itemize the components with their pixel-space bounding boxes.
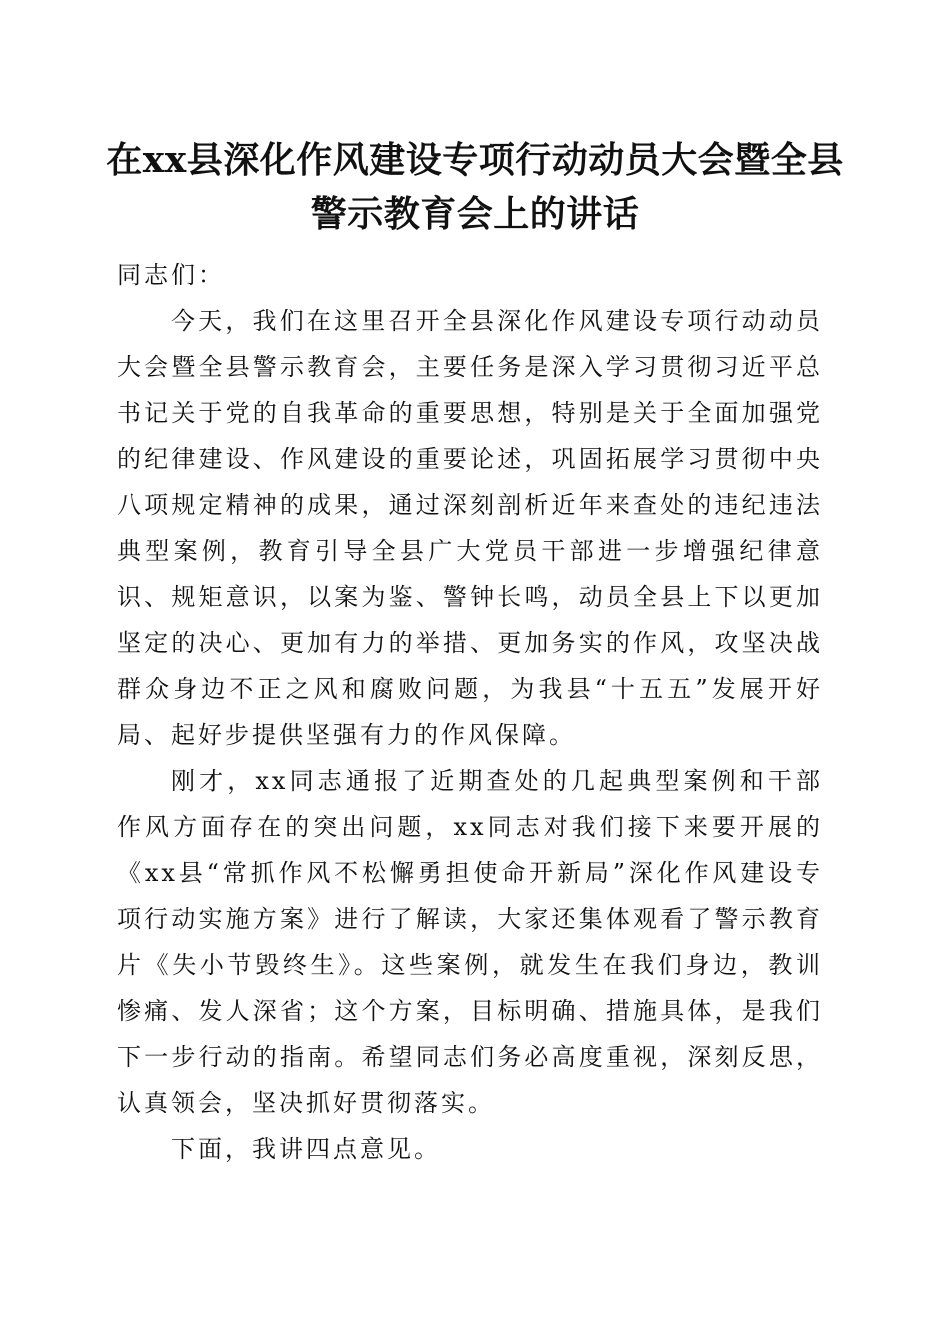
paragraph-briefing: 刚才，xx同志通报了近期查处的几起典型案例和干部作风方面存在的突出问题，xx同志对我们接下来要开展的《xx县“常抓作风不松懈勇担使命开新局”深化作风建设专项行动实施方案》进行了解读，大家还集体观看了警示教育片《失小节毁终生》。这些案例，就发生在我们身边，教训惨痛、发人深省；这个方案，目标明确、措施具体，是我们下一步行动的指南。希望同志们务必高度重视，深刻反思，认真领会，坚决抓好贯彻落实。 [117, 767, 823, 1117]
paragraph-outline: 下面，我讲四点意见。 [171, 1135, 441, 1163]
paragraph-opening: 今天，我们在这里召开全县深化作风建设专项行动动员大会暨全县警示教育会，主要任务是深入学习贯彻习近平总书记关于党的自我革命的重要思想，特别是关于全面加强党的纪律建设、作风建设的重要论述，巩固拓展学习贯彻中央八项规定精神的成果，通过深刻剖析近年来查处的违纪违法典型案例，教育引导全县广大党员干部进一步增强纪律意识、规矩意识，以案为鉴、警钟长鸣，动员全县上下以更加坚定的决心、更加有力的举措、更加务实的作风，攻坚决战群众身边不正之风和腐败问题，为我县“十五五”发展开好局、起好步提供坚强有力的作风保障。 [117, 307, 823, 749]
document-body [117, 252, 823, 1172]
salutation: 同志们： [117, 261, 225, 289]
document-title: 在xx县深化作风建设专项行动动员大会暨全县警示教育会上的讲话 [106, 139, 844, 235]
